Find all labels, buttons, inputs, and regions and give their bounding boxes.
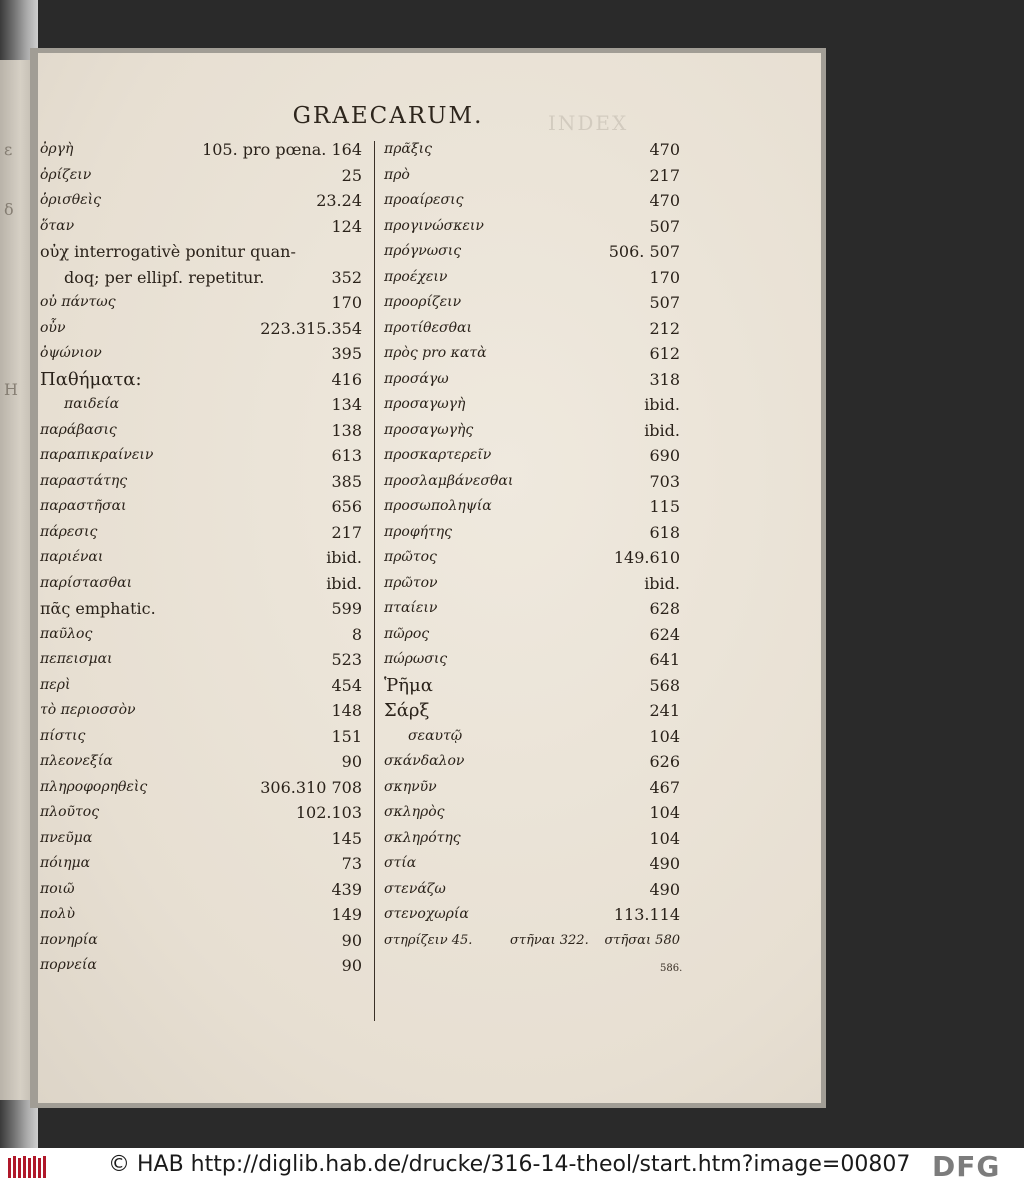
index-entry <box>40 826 362 852</box>
index-term: Ῥῆμα <box>384 674 433 696</box>
index-reference: 115 <box>649 497 680 516</box>
index-reference: 306.310 708 <box>260 777 362 797</box>
index-term: παρίστασθαι <box>40 574 133 591</box>
index-reference: 626 <box>649 752 680 771</box>
index-entry <box>384 443 680 469</box>
index-term: πρὸ <box>384 166 410 183</box>
index-term: προσαγωγὴ <box>384 396 466 412</box>
index-term: πληροφορηθεὶς <box>40 778 148 795</box>
index-entry <box>384 290 680 316</box>
index-reference: ibid. <box>644 573 680 593</box>
index-entry <box>384 775 680 801</box>
index-entry <box>384 163 680 189</box>
index-term: ὀψώνιον <box>40 345 102 361</box>
index-entry <box>384 545 680 571</box>
page-title: GRAECARUM. <box>292 103 484 129</box>
index-term: στενοχωρία <box>384 906 469 922</box>
index-entry <box>40 851 362 877</box>
index-reference: 618 <box>649 522 680 542</box>
index-reference: 628 <box>649 599 680 618</box>
index-term: τὸ περιοσσὸν <box>40 702 136 718</box>
index-reference: 656 <box>331 497 362 516</box>
index-reference: 170 <box>649 267 680 287</box>
index-term: προσλαμβάνεσθαι <box>384 472 514 489</box>
index-entry <box>384 367 680 393</box>
index-entry <box>40 341 362 367</box>
index-term: παραστῆσαι <box>40 498 127 514</box>
index-entry <box>40 418 362 444</box>
index-term: ὅταν <box>40 217 75 234</box>
index-entry <box>40 622 362 648</box>
index-entry <box>40 928 362 954</box>
index-reference: 523 <box>331 650 362 669</box>
index-entry <box>384 188 680 214</box>
index-entry <box>40 647 362 673</box>
index-term: πόιημα <box>40 855 91 871</box>
index-entry <box>384 392 680 418</box>
book-page <box>38 53 821 1103</box>
index-reference: 217 <box>331 522 362 542</box>
index-entry <box>40 775 362 801</box>
hab-logo-icon <box>6 1154 48 1180</box>
index-entry <box>40 469 362 495</box>
index-reference: 90 <box>341 956 362 975</box>
index-reference: 8 <box>351 624 362 644</box>
index-term-line: doq; per ellipſ. repetitur. <box>64 267 265 287</box>
index-reference: 241 <box>649 701 680 720</box>
index-entry <box>40 902 362 928</box>
index-reference: 507 <box>649 293 680 312</box>
index-term: παιδεία <box>64 396 120 412</box>
index-entry <box>40 494 362 520</box>
index-term: πεπεισμαι <box>40 651 113 667</box>
index-reference: 73 <box>341 854 362 873</box>
index-reference: 134 <box>331 395 362 414</box>
index-reference: 23.24 <box>316 191 362 210</box>
index-reference: 439 <box>331 879 362 899</box>
index-term: πρόγνωσις <box>384 243 462 259</box>
index-reference: 149.610 <box>613 548 680 567</box>
index-entry <box>384 902 680 928</box>
index-reference: 467 <box>649 777 680 797</box>
index-reference: 151 <box>331 726 362 746</box>
index-entry <box>40 214 362 240</box>
index-entry <box>384 826 680 852</box>
index-reference: 599 <box>331 599 362 618</box>
index-reference: 104 <box>649 828 680 848</box>
index-term: σκηνῦν <box>384 778 437 795</box>
index-entry <box>384 469 680 495</box>
index-entry <box>384 265 680 291</box>
index-entry <box>40 953 362 979</box>
index-reference: ibid. <box>326 573 362 593</box>
index-entry <box>40 137 362 163</box>
facing-page-ghost-text: ε <box>4 140 13 159</box>
index-term: προσάγω <box>384 370 449 387</box>
index-entry <box>40 163 362 189</box>
index-term: πρῶτον <box>384 574 438 591</box>
index-term: προσαγωγὴς <box>384 421 474 438</box>
index-reference: 90 <box>341 930 362 950</box>
index-reference: 470 <box>649 140 680 159</box>
index-term: πταίειν <box>384 600 438 616</box>
index-term: στηρίζειν 45. <box>384 932 473 948</box>
index-entry <box>40 571 362 597</box>
index-term: οὖν <box>40 319 66 336</box>
index-reference: 490 <box>649 854 680 873</box>
index-reference: 613 <box>331 446 362 465</box>
index-reference: ibid. <box>326 548 362 567</box>
index-reference: 612 <box>649 344 680 363</box>
index-term: ὀρίζειν <box>40 166 92 183</box>
index-entry <box>384 851 680 877</box>
index-reference: 145 <box>331 828 362 848</box>
index-entry <box>384 749 680 775</box>
index-term: περὶ <box>40 676 71 693</box>
index-term: προαίρεσις <box>384 192 464 208</box>
index-reference: 148 <box>331 701 362 720</box>
catchword: 586. <box>660 963 683 974</box>
index-reference: 104 <box>649 726 680 746</box>
index-term: σκληρὸς <box>384 804 445 820</box>
index-entry <box>40 800 362 826</box>
column-rule <box>374 141 375 1021</box>
bleed-through-heading: INDEX <box>548 111 629 135</box>
index-reference: 138 <box>331 420 362 440</box>
index-term: πλεονεξία <box>40 753 113 769</box>
index-entry <box>384 647 680 673</box>
index-term: πᾶς emphatic. <box>40 599 156 618</box>
index-reference: 90 <box>341 752 362 771</box>
facing-page-ghost-text: Η <box>4 380 18 399</box>
index-entry <box>384 316 680 342</box>
index-column-right <box>384 137 680 953</box>
index-entry <box>40 520 362 546</box>
index-term: στῆσαι 580 <box>604 932 680 948</box>
index-term: παραστάτης <box>40 472 128 489</box>
index-term: προορίζειν <box>384 294 462 310</box>
index-reference: 217 <box>649 165 680 185</box>
index-entry <box>40 877 362 903</box>
index-entry <box>40 443 362 469</box>
copyright-url-text[interactable]: © HAB http://diglib.hab.de/drucke/316-14-theol/start.htm?image=00807 <box>108 1152 911 1177</box>
index-term: προσκαρτερεῖν <box>384 447 492 463</box>
index-reference: 113.114 <box>613 905 680 924</box>
index-column-left <box>40 137 362 979</box>
index-entry <box>384 928 680 954</box>
index-reference: 703 <box>649 471 680 491</box>
index-reference: 624 <box>649 624 680 644</box>
index-entry <box>40 673 362 699</box>
index-term: πάρεσις <box>40 523 98 540</box>
index-term: στενάζω <box>384 880 446 897</box>
index-term: ποιῶ <box>40 880 75 897</box>
index-reference: 170 <box>331 293 362 312</box>
index-term: στία <box>384 855 417 871</box>
index-term: οὐ πάντως <box>40 294 116 310</box>
index-term: πολὺ <box>40 906 76 922</box>
index-reference: 149 <box>331 905 362 924</box>
index-entry <box>384 571 680 597</box>
index-entry <box>40 749 362 775</box>
index-reference: 212 <box>649 318 680 338</box>
index-reference: 102.103 <box>295 803 362 822</box>
index-reference: 454 <box>331 675 362 695</box>
index-entry <box>384 698 680 724</box>
index-reference: ibid. <box>644 395 680 414</box>
index-entry <box>40 545 362 571</box>
index-entry <box>40 724 362 750</box>
index-reference: 352 <box>331 267 362 287</box>
index-entry <box>384 622 680 648</box>
index-entry <box>40 290 362 316</box>
index-reference: 395 <box>331 344 362 363</box>
index-entry <box>384 724 680 750</box>
index-term: πρᾶξις <box>384 141 432 157</box>
index-term: σκληρότης <box>384 829 461 846</box>
index-entry <box>40 188 362 214</box>
index-reference: 470 <box>649 191 680 210</box>
index-entry <box>40 367 362 393</box>
index-entry <box>40 392 362 418</box>
index-term: προγινώσκειν <box>384 217 484 234</box>
index-term: πίστις <box>40 727 86 744</box>
dfg-logo-icon: DFG <box>932 1150 1001 1183</box>
index-term-line: οὐχ interrogativè ponitur quan- <box>40 242 296 261</box>
index-reference: 104 <box>649 803 680 822</box>
index-reference: 506. 507 <box>608 242 680 261</box>
index-entry <box>40 698 362 724</box>
index-entry <box>40 596 362 622</box>
index-term: παῦλος <box>40 625 93 642</box>
index-reference: 25 <box>341 165 362 185</box>
index-reference: 105. pro pœna. 164 <box>202 140 362 159</box>
index-reference: 690 <box>649 446 680 465</box>
index-term: προσωποληψία <box>384 498 492 514</box>
index-term: προφήτης <box>384 523 453 540</box>
facing-page-edge <box>0 60 34 1100</box>
index-term <box>40 239 350 290</box>
index-reference: 490 <box>649 879 680 899</box>
index-reference: 507 <box>649 216 680 236</box>
index-entry <box>384 520 680 546</box>
index-term: πώρωσις <box>384 651 448 667</box>
index-entry <box>384 418 680 444</box>
index-term: Σάρξ <box>384 700 430 721</box>
index-reference: 124 <box>331 216 362 236</box>
index-reference: ibid. <box>644 420 680 440</box>
index-term: πρῶτος <box>384 549 437 565</box>
index-term: πονηρία <box>40 931 98 948</box>
facing-page-ghost-text: δ <box>4 200 14 219</box>
index-entry <box>384 596 680 622</box>
index-term: Παθήματα: <box>40 368 142 390</box>
index-term: πρὸς pro κατὰ <box>384 345 487 361</box>
index-reference: 223.315.354 <box>260 318 362 338</box>
index-term: παριέναι <box>40 549 104 565</box>
index-term: πῶρος <box>384 625 430 642</box>
index-entry <box>384 239 680 265</box>
index-entry <box>384 137 680 163</box>
index-reference: 416 <box>331 369 362 389</box>
index-term: σεαυτῷ <box>408 727 463 744</box>
index-entry <box>384 341 680 367</box>
index-term: παραπικραίνειν <box>40 447 154 463</box>
index-entry <box>384 877 680 903</box>
index-term: πνεῦμα <box>40 829 93 846</box>
index-reference: 385 <box>331 471 362 491</box>
index-term: προτίθεσθαι <box>384 319 472 336</box>
index-term: σκάνδαλον <box>384 753 465 769</box>
index-term: προέχειν <box>384 268 448 285</box>
index-entry <box>40 239 362 290</box>
viewer-footer <box>0 1148 1024 1185</box>
index-entry <box>384 673 680 699</box>
index-entry <box>384 800 680 826</box>
index-term: ὁρισθεὶς <box>40 192 101 208</box>
index-term: πορνεία <box>40 957 97 973</box>
index-reference: 641 <box>649 650 680 669</box>
index-entry <box>384 494 680 520</box>
index-entry <box>40 316 362 342</box>
index-term: πλοῦτος <box>40 804 100 820</box>
index-term: στῆναι 322. <box>510 932 589 948</box>
index-term: ὀργὴ <box>40 141 74 157</box>
index-entry <box>384 214 680 240</box>
index-reference: 318 <box>649 369 680 389</box>
index-reference: 568 <box>649 675 680 695</box>
index-term: παράβασις <box>40 421 117 438</box>
